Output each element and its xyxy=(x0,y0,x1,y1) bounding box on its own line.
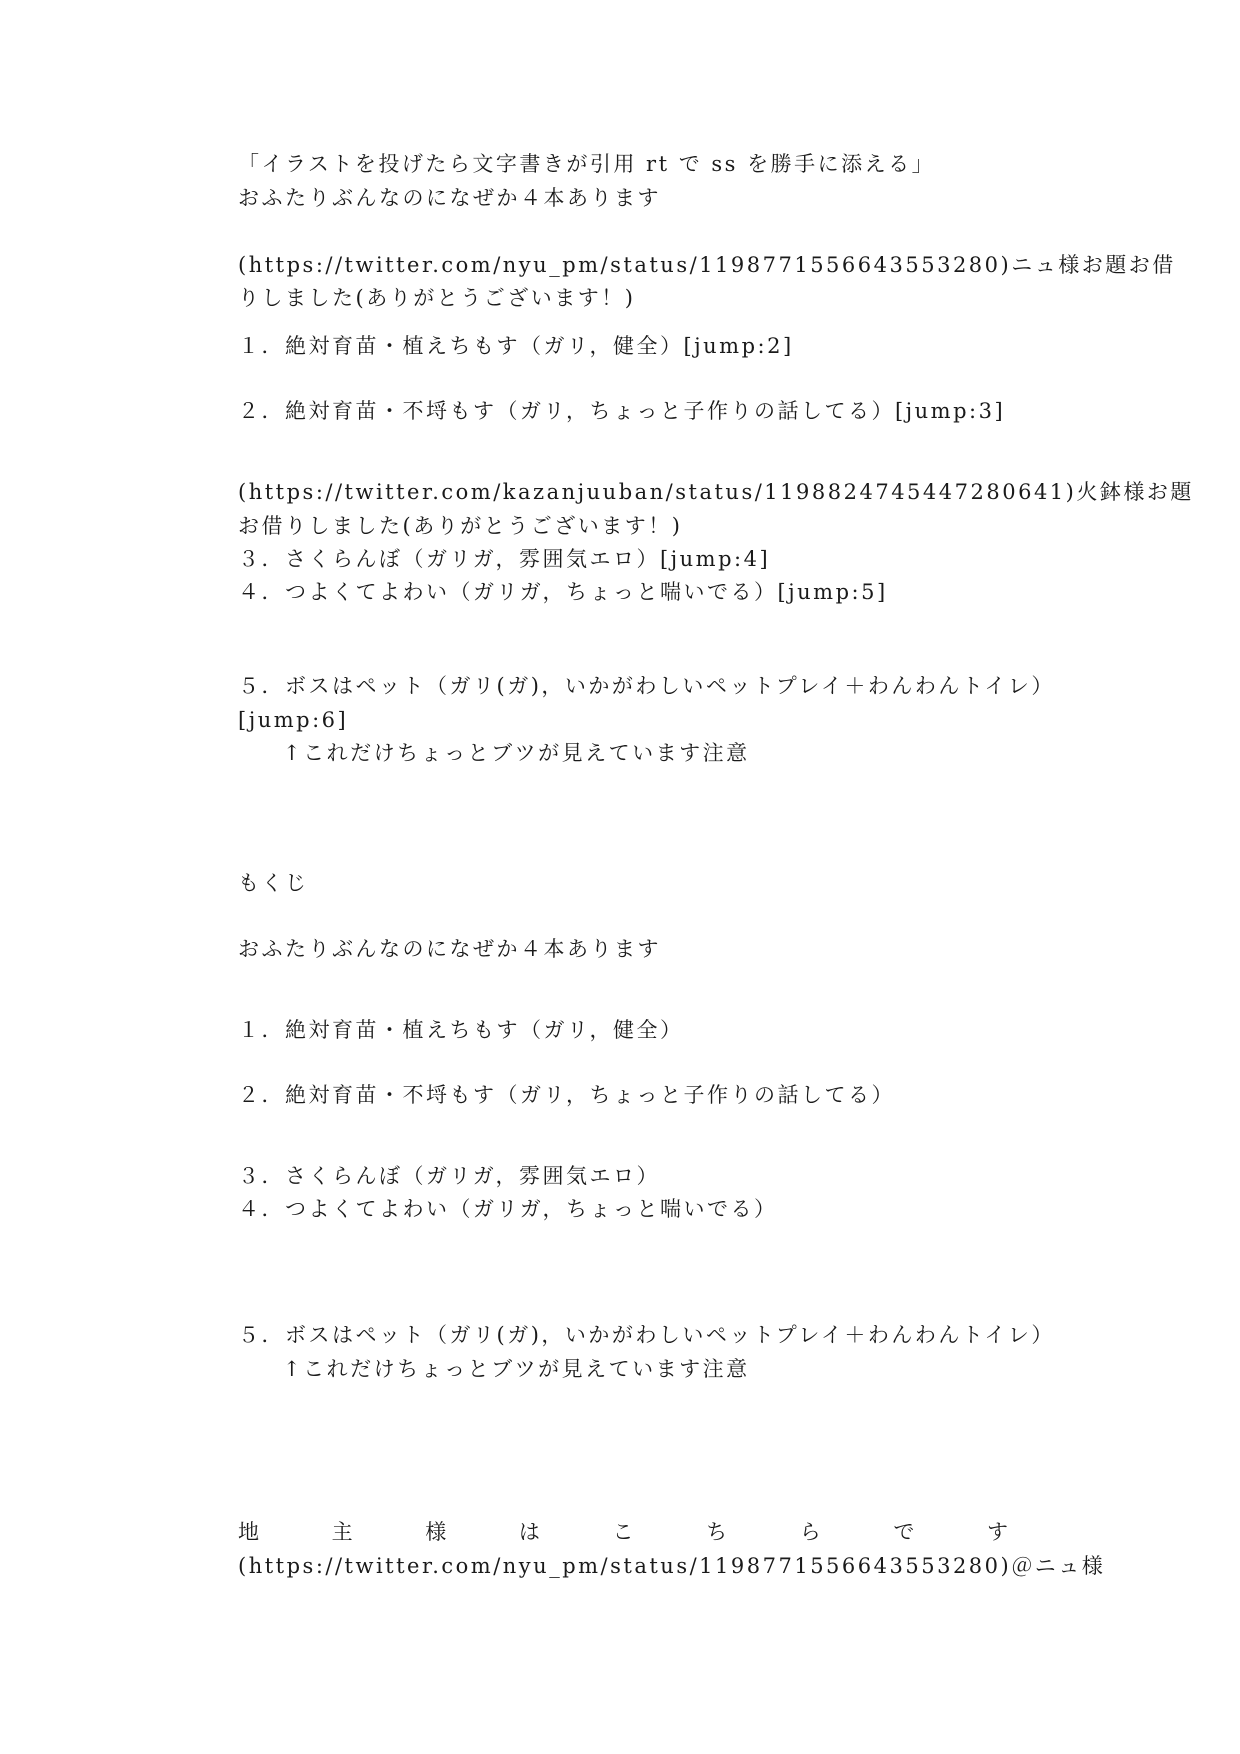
landowner-char: 主 xyxy=(331,1520,353,1544)
entry-5-jump: [jump:6] xyxy=(238,708,349,732)
toc-item-1: １．絶対育苗・植えちもす（ガリ，健全） xyxy=(238,1018,684,1042)
toc-item-3: ３．さくらんぼ（ガリガ，雰囲気エロ） xyxy=(238,1164,660,1188)
entry-3: ３．さくらんぼ（ガリガ，雰囲気エロ）[jump:4] xyxy=(238,547,771,571)
toc-subtitle: おふたりぶんなのになぜか４本あります xyxy=(238,937,661,961)
landowner-char: で xyxy=(893,1520,915,1544)
entry-2: ２．絶対育苗・不埒もす（ガリ，ちょっと子作りの話してる）[jump:3] xyxy=(238,399,1006,423)
landowner-link: (https://twitter.com/nyu_pm/status/1198771556643553280)＠ニュ様 xyxy=(238,1554,1106,1578)
entry-5: ５．ボスはペット（ガリ(ガ)，いかがわしいペットプレイ＋わんわんトイレ） xyxy=(238,674,1055,698)
entry-1: １．絶対育苗・植えちもす（ガリ，健全）[jump:2] xyxy=(238,334,794,358)
entry-4: ４．つよくてよわい（ガリガ，ちょっと喘いでる）[jump:5] xyxy=(238,580,888,604)
landowner-char: ら xyxy=(799,1520,821,1544)
credit-text-1a: (https://twitter.com/nyu_pm/status/1198771556643553280)ニュ様お題お借 xyxy=(238,253,1176,277)
entry-5-note: ↑これだけちょっとブツが見えています注意 xyxy=(283,741,750,765)
landowner-char: ち xyxy=(706,1520,728,1544)
landowner-char: 様 xyxy=(425,1520,447,1544)
landowner-char: こ xyxy=(612,1520,634,1544)
credit-text-2a: (https://twitter.com/kazanjuuban/status/1198824745447280641)火鉢様お題 xyxy=(238,480,1194,504)
credit-text-1b: りしました(ありがとうございます！) xyxy=(238,286,636,310)
intro-subtitle: おふたりぶんなのになぜか４本あります xyxy=(238,186,661,210)
document-title: 「イラストを投げたら文字書きが引用 rt で ss を勝手に添える」 xyxy=(238,152,936,176)
credit-text-2b: お借りしました(ありがとうございます！) xyxy=(238,514,683,538)
landowner-char: は xyxy=(518,1520,540,1544)
landowner-char: 地 xyxy=(238,1520,259,1544)
landowner-notice xyxy=(238,1518,1008,1546)
toc-item-5: ５．ボスはペット（ガリ(ガ)，いかがわしいペットプレイ＋わんわんトイレ） xyxy=(238,1323,1055,1347)
toc-item-4: ４．つよくてよわい（ガリガ，ちょっと喘いでる） xyxy=(238,1197,778,1221)
toc-item-5-note: ↑これだけちょっとブツが見えています注意 xyxy=(283,1357,750,1381)
landowner-char: す xyxy=(987,1520,1008,1544)
toc-heading: もくじ xyxy=(238,871,309,895)
toc-item-2: ２．絶対育苗・不埒もす（ガリ，ちょっと子作りの話してる） xyxy=(238,1083,895,1107)
